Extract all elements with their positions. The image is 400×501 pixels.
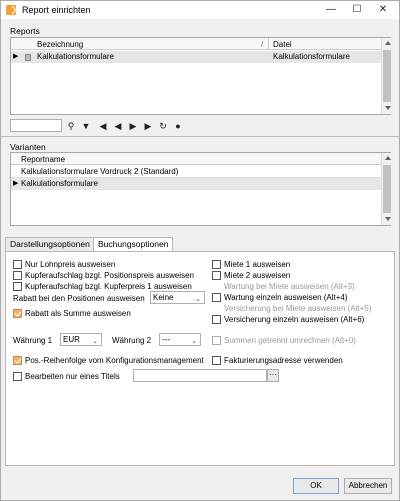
tab-buchungsoptionen[interactable]: Buchungsoptionen — [93, 237, 173, 252]
reports-grid — [10, 37, 391, 115]
window-title: Report einrichten — [22, 5, 91, 15]
versicherung-miete-label: Versicherung bei Miete ausweisen (Alt+5) — [224, 304, 372, 313]
report-file-icon — [25, 54, 31, 61]
wartung-einzeln-checkbox[interactable] — [212, 293, 221, 302]
waehrung1-label: Währung 1 — [13, 336, 53, 345]
maximize-button[interactable]: ☐ — [352, 4, 362, 15]
chevron-down-icon: ⌄ — [195, 296, 201, 303]
scroll-up-icon[interactable] — [385, 41, 391, 45]
rabatt-summe-checkbox[interactable] — [13, 309, 22, 318]
waehrung2-value: --- — [162, 335, 170, 344]
variants-grid — [10, 152, 391, 226]
miete2-checkbox[interactable] — [212, 271, 221, 280]
wartung-einzeln-label: Wartung einzeln ausweisen (Alt+4) — [224, 293, 348, 302]
row-indicator-icon: ▶ — [13, 53, 19, 60]
rabatt-positionen-value: Keine — [153, 293, 174, 302]
buchungsoptionen-panel — [5, 251, 395, 466]
variant-row[interactable] — [11, 166, 381, 178]
refresh-icon[interactable]: ↻ — [159, 121, 167, 131]
tab-darstellungsoptionen[interactable]: Darstellungsoptionen — [5, 237, 95, 251]
reports-grid-header — [11, 38, 381, 50]
waehrung1-value: EUR — [63, 335, 80, 344]
chevron-down-icon: ⌄ — [92, 338, 98, 345]
cancel-button[interactable]: Abbrechen — [344, 478, 392, 494]
previous-record-icon[interactable]: ◀ — [114, 121, 122, 131]
minimize-button[interactable]: — — [326, 4, 336, 15]
rabatt-positionen-label: Rabatt bei den Positionen ausweisen — [13, 294, 145, 303]
titel-browse-button[interactable]: ··· — [267, 369, 279, 382]
variant-row[interactable] — [11, 178, 381, 190]
search-input[interactable] — [10, 119, 62, 132]
miete1-label: Miete 1 ausweisen — [224, 260, 291, 269]
scroll-thumb[interactable] — [383, 165, 391, 213]
title-bar — [1, 1, 399, 19]
waehrung2-select[interactable] — [159, 333, 201, 346]
kupfer-kupferpreis-label: Kupferaufschlag bzgl. Kupferpreis 1 ausweisen — [25, 282, 192, 291]
close-button[interactable]: ✕ — [378, 4, 388, 15]
kupfer-kupferpreis-checkbox[interactable] — [13, 282, 22, 291]
next-record-icon[interactable]: ▶ — [129, 121, 137, 131]
bearbeiten-titel-label: Bearbeiten nur eines Titels — [25, 372, 120, 381]
kupfer-positionspreis-checkbox[interactable] — [13, 271, 22, 280]
report-name: Kalkulationsformulare — [37, 52, 114, 61]
variant-name: Kalkulationsformulare Vordruck 2 (Standard) — [21, 167, 179, 176]
column-bezeichnung[interactable]: Bezeichnung — [37, 40, 84, 49]
versicherung-einzeln-label: Versicherung einzeln ausweisen (Alt+6) — [224, 315, 365, 324]
variants-label: Varianten — [10, 142, 46, 152]
summen-getrennt-checkbox[interactable] — [212, 336, 221, 345]
scroll-up-icon[interactable] — [385, 156, 391, 160]
bearbeiten-titel-checkbox[interactable] — [13, 372, 22, 381]
scroll-down-icon[interactable] — [385, 106, 391, 110]
nur-lohnpreis-checkbox[interactable] — [13, 260, 22, 269]
miete2-label: Miete 2 ausweisen — [224, 271, 291, 280]
comment-icon[interactable]: ● — [175, 121, 181, 131]
column-datei[interactable]: Datei — [273, 40, 292, 49]
pos-reihenfolge-checkbox[interactable] — [13, 356, 22, 365]
report-row[interactable] — [11, 51, 381, 63]
app-icon — [6, 5, 16, 15]
pos-reihenfolge-label: Pos.-Reihenfolge vom Konfigurationsmanagement — [25, 356, 204, 365]
wartung-miete-label: Wartung bei Miete ausweisen (Alt+3) — [224, 282, 355, 291]
sort-icon: / — [261, 40, 264, 49]
scroll-thumb[interactable] — [383, 50, 391, 102]
first-record-icon[interactable]: ◀ — [99, 121, 107, 131]
rabatt-summe-label: Rabatt als Summe ausweisen — [25, 309, 131, 318]
fakturierungsadresse-checkbox[interactable] — [212, 356, 221, 365]
summen-getrennt-label: Summen getrennt umrechnen (Alt+0) — [224, 336, 356, 345]
reports-scrollbar[interactable] — [381, 38, 391, 114]
variants-scrollbar[interactable] — [381, 153, 391, 225]
row-indicator-icon: ▶ — [13, 180, 19, 187]
options-tabs — [1, 237, 399, 467]
kupfer-positionspreis-label: Kupferaufschlag bzgl. Positionspreis ausweisen — [25, 271, 194, 280]
waehrung1-select[interactable] — [60, 333, 102, 346]
waehrung2-label: Währung 2 — [112, 336, 152, 345]
reports-label: Reports — [10, 26, 40, 36]
variant-name: Kalkulationsformulare — [21, 179, 98, 188]
splitter[interactable] — [1, 136, 399, 137]
column-divider — [268, 38, 269, 50]
miete1-checkbox[interactable] — [212, 260, 221, 269]
variants-grid-header — [11, 153, 381, 165]
fakturierungsadresse-label: Fakturierungsadresse verwenden — [224, 356, 343, 365]
ok-button[interactable]: OK — [293, 478, 339, 494]
versicherung-einzeln-checkbox[interactable] — [212, 315, 221, 324]
nur-lohnpreis-label: Nur Lohnpreis ausweisen — [25, 260, 116, 269]
rabatt-positionen-select[interactable] — [150, 291, 205, 304]
scroll-down-icon[interactable] — [385, 217, 391, 221]
column-reportname[interactable]: Reportname — [21, 155, 66, 164]
report-file: Kalkulationsformulare — [273, 52, 350, 61]
filter-icon[interactable]: ▼ — [81, 121, 91, 131]
titel-input[interactable] — [133, 369, 267, 382]
search-icon[interactable]: ⚲ — [67, 121, 75, 131]
last-record-icon[interactable]: ▶ — [144, 121, 152, 131]
chevron-down-icon: ⌄ — [191, 338, 197, 345]
